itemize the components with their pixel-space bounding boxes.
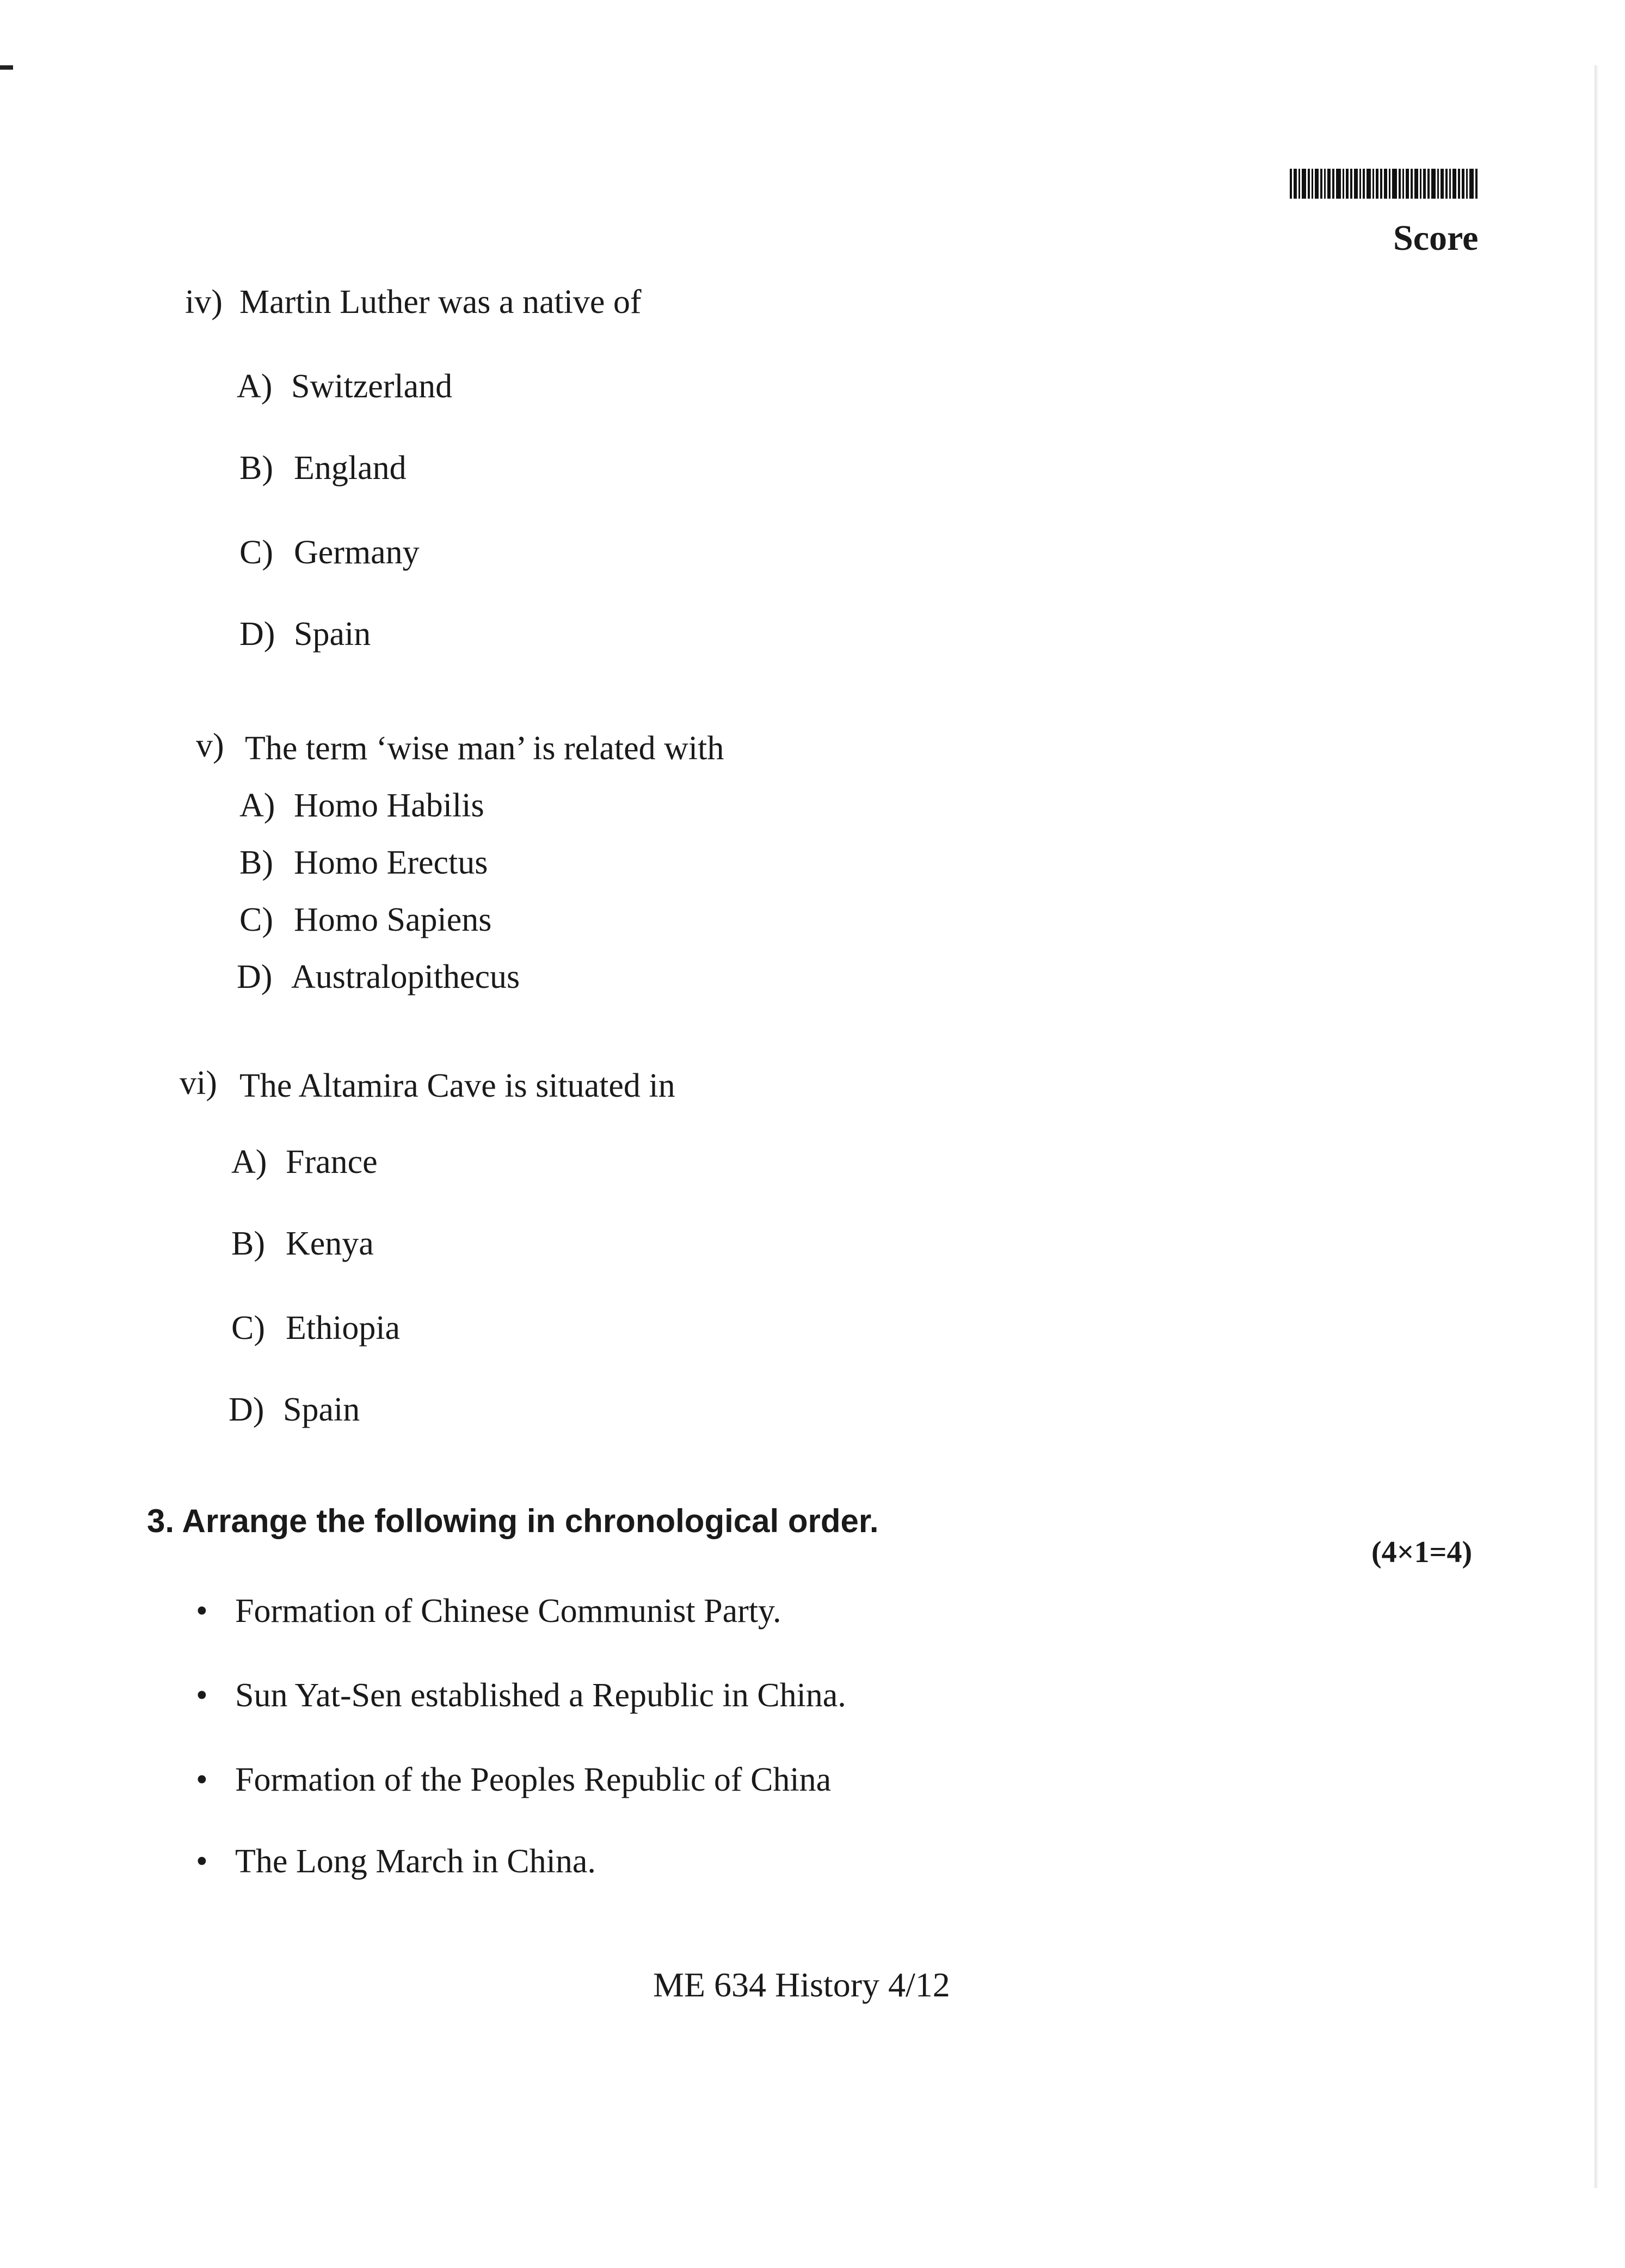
bullet-icon: • <box>196 1843 208 1880</box>
option-letter: A) <box>237 368 273 405</box>
option-iv-a[interactable] <box>237 367 452 406</box>
score-label: Score <box>1393 218 1479 258</box>
page-edge-shadow <box>1595 65 1598 2188</box>
option-text: Homo Sapiens <box>294 901 492 938</box>
bullet-icon: • <box>196 1677 208 1714</box>
option-text: Spain <box>283 1391 360 1428</box>
option-text: Switzerland <box>291 368 453 405</box>
question-number-iv: iv) <box>185 284 223 321</box>
option-iv-b[interactable] <box>239 449 407 488</box>
option-v-b[interactable] <box>239 844 488 882</box>
page-footer: ME 634 History 4/12 <box>653 1965 950 2004</box>
option-text: Kenya <box>286 1225 374 1262</box>
question-text-v: The term ‘wise man’ is related with <box>245 730 724 767</box>
option-vi-d[interactable] <box>229 1391 360 1429</box>
option-text: France <box>286 1144 378 1181</box>
option-text: Homo Erectus <box>294 844 488 881</box>
option-letter: D) <box>239 616 275 653</box>
option-iv-c[interactable] <box>239 533 420 572</box>
option-letter: B) <box>231 1225 265 1262</box>
list-item <box>196 1761 831 1799</box>
option-letter: D) <box>237 958 273 995</box>
option-v-c[interactable] <box>239 901 491 939</box>
option-text: Homo Habilis <box>294 787 484 824</box>
option-letter: A) <box>231 1144 267 1181</box>
option-text: Australopithecus <box>291 958 520 995</box>
list-item-text: Sun Yat-Sen established a Republic in China. <box>235 1677 846 1714</box>
list-item <box>196 1676 846 1715</box>
option-letter: D) <box>229 1391 264 1428</box>
question-text-vi: The Altamira Cave is situated in <box>239 1067 675 1104</box>
option-text: Ethiopia <box>286 1310 401 1347</box>
option-letter: C) <box>231 1310 265 1347</box>
option-text: Spain <box>294 616 371 653</box>
scan-corner-mark <box>0 65 13 70</box>
section-3-marks: (4×1=4) <box>1371 1535 1473 1569</box>
option-letter: B) <box>239 450 273 487</box>
barcode-image <box>1290 169 1497 199</box>
option-text: Germany <box>294 534 420 571</box>
option-vi-c[interactable] <box>231 1309 400 1348</box>
list-item <box>196 1842 596 1881</box>
question-number-v: v) <box>196 727 224 764</box>
option-v-a[interactable] <box>239 786 484 825</box>
option-iv-d[interactable] <box>239 615 371 654</box>
list-item-text: The Long March in China. <box>235 1843 596 1880</box>
option-vi-b[interactable] <box>231 1225 374 1263</box>
bullet-icon: • <box>196 1593 208 1630</box>
option-v-d[interactable] <box>237 958 520 997</box>
bullet-icon: • <box>196 1761 208 1798</box>
list-item <box>196 1592 781 1631</box>
option-text: England <box>294 450 407 487</box>
option-letter: C) <box>239 534 273 571</box>
option-letter: B) <box>239 844 273 881</box>
list-item-text: Formation of the Peoples Republic of China <box>235 1761 832 1798</box>
option-letter: C) <box>239 901 273 938</box>
list-item-text: Formation of Chinese Communist Party. <box>235 1593 781 1630</box>
option-vi-a[interactable] <box>231 1143 378 1182</box>
question-number-vi: vi) <box>180 1065 217 1102</box>
option-letter: A) <box>239 787 275 824</box>
question-text-iv: Martin Luther was a native of <box>239 284 642 321</box>
section-3-title: 3. Arrange the following in chronological order. <box>147 1503 879 1539</box>
